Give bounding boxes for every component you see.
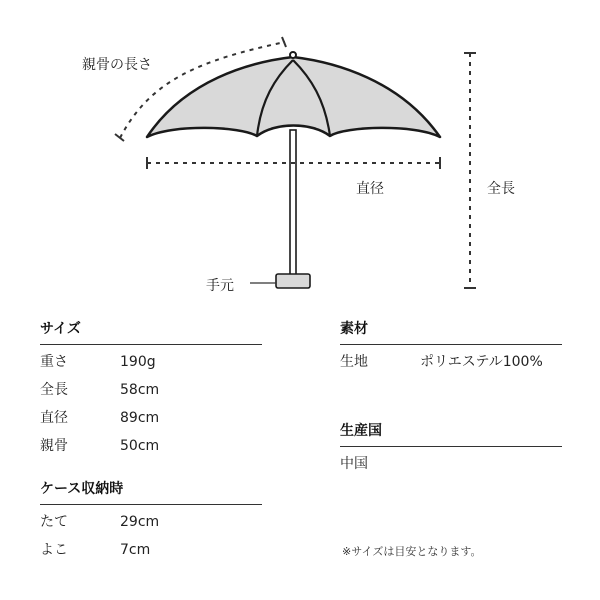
spec-row-fabric bbox=[340, 348, 562, 376]
origin-section-title: 生産国 bbox=[340, 423, 382, 439]
spec-label: よこ bbox=[40, 542, 68, 558]
material-section-title: 素材 bbox=[340, 321, 368, 337]
folded-section-title: ケース収納時 bbox=[40, 481, 124, 497]
spec-value: ポリエステル100% bbox=[420, 354, 543, 370]
handle-label: 手元 bbox=[206, 278, 234, 294]
spec-value: 50cm bbox=[120, 438, 160, 454]
folded-size-section bbox=[40, 478, 262, 564]
size-disclaimer-note: ※サイズは目安となります。 bbox=[342, 545, 482, 558]
spec-label: 生地 bbox=[340, 354, 368, 370]
spec-value: 7cm bbox=[120, 542, 151, 558]
spec-label: 直径 bbox=[40, 410, 68, 426]
spec-label: 親骨 bbox=[40, 438, 68, 454]
spec-row-rib bbox=[40, 432, 262, 460]
rib-length-tick-end bbox=[282, 37, 286, 47]
spec-row-height bbox=[40, 508, 262, 536]
spec-row-diameter bbox=[40, 404, 262, 432]
spec-value: 58cm bbox=[120, 382, 160, 398]
spec-row-country bbox=[340, 450, 562, 478]
umbrella-handle bbox=[276, 274, 310, 288]
size-section-title: サイズ bbox=[40, 321, 81, 337]
spec-row-total-length bbox=[40, 376, 262, 404]
spec-value: 89cm bbox=[120, 410, 160, 426]
spec-value: 29cm bbox=[120, 514, 160, 530]
umbrella-shaft bbox=[290, 130, 296, 276]
spec-label: たて bbox=[40, 514, 68, 530]
size-section bbox=[40, 318, 262, 460]
origin-section-rule bbox=[340, 446, 562, 447]
spec-label: 重さ bbox=[40, 354, 68, 370]
spec-label: 中国 bbox=[340, 456, 368, 472]
spec-row-weight bbox=[40, 348, 262, 376]
umbrella-canopy bbox=[147, 57, 440, 137]
origin-section bbox=[340, 420, 562, 478]
folded-section-rule bbox=[40, 504, 262, 505]
size-section-rule bbox=[40, 344, 262, 345]
material-section-rule bbox=[340, 344, 562, 345]
diameter-label: 直径 bbox=[356, 181, 384, 197]
material-section bbox=[340, 318, 562, 376]
spec-label: 全長 bbox=[40, 382, 68, 398]
total-length-label: 全長 bbox=[487, 181, 515, 197]
umbrella-tip bbox=[290, 52, 296, 58]
rib-length-label: 親骨の長さ bbox=[82, 57, 152, 73]
spec-value: 190g bbox=[120, 354, 156, 370]
spec-row-width bbox=[40, 536, 262, 564]
